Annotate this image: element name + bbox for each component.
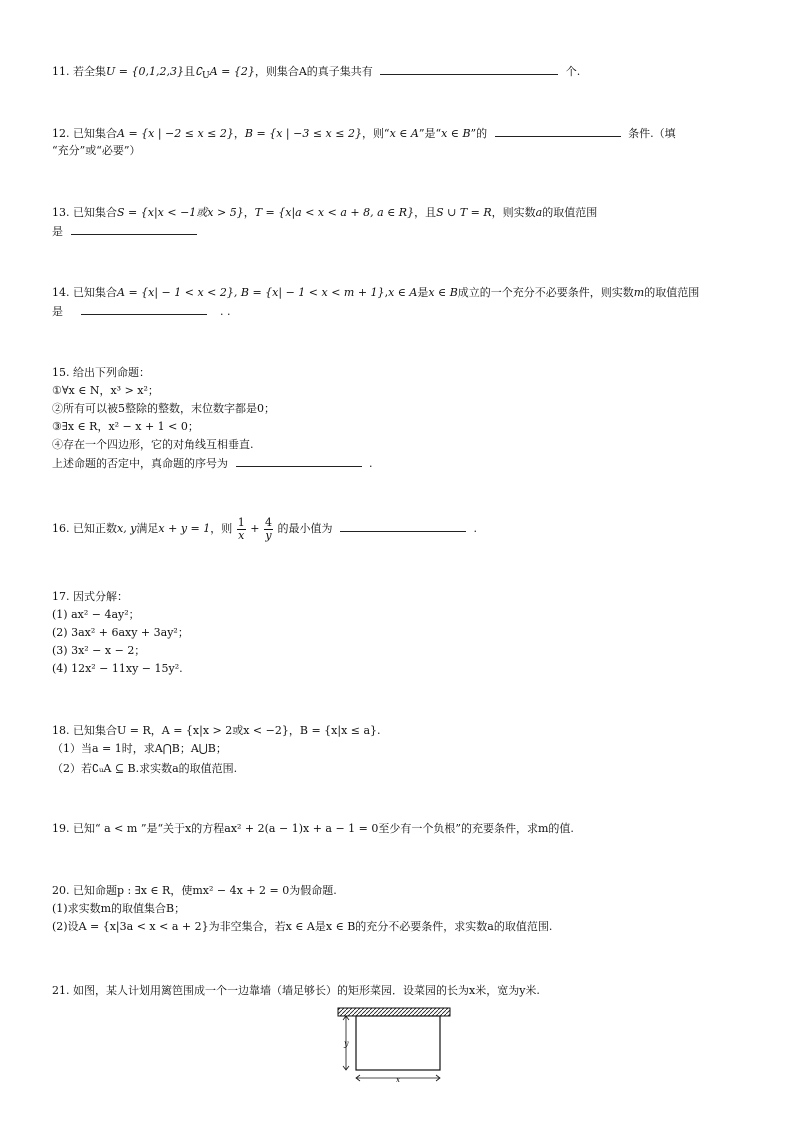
q13-math: a — [535, 206, 543, 219]
q17-intro: 因式分解： — [73, 590, 128, 603]
question-13-line2 — [52, 224, 201, 239]
q16-math: x + y = 1 — [158, 522, 211, 535]
q17-item: (3) 3x² − x − 2； — [52, 644, 146, 657]
q14-text: 成立的一个充分不必要条件，则实数 — [457, 286, 634, 299]
question-12 — [52, 126, 676, 141]
q16-text: 已知正数 — [73, 522, 117, 535]
question-number: 18. — [52, 724, 70, 737]
q11-math: A = {2} — [209, 65, 255, 78]
q11-sub: U — [201, 70, 210, 82]
q14-math: x ∈ A — [388, 286, 418, 299]
question-13 — [52, 206, 597, 220]
answer-blank[interactable] — [81, 304, 207, 315]
plus-sign: + — [250, 522, 260, 535]
q13-text: ，则实数 — [491, 206, 536, 219]
q14-text: 的取值范围 — [644, 286, 700, 299]
denominator: x — [238, 528, 245, 542]
question-number: 17. — [52, 590, 70, 603]
answer-blank[interactable] — [380, 64, 558, 75]
denominator: y — [265, 528, 272, 542]
q21-text: 如图，某人计划用篱笆围成一个一边靠墙（墙足够长）的矩形菜园．设菜园的长为x米，宽为y米. — [73, 984, 540, 997]
q20-text: 已知命题p : ∃x ∈ R，使mx² − 4x + 2 = 0为假命题. — [73, 884, 337, 897]
x-label: x — [396, 1076, 400, 1084]
fraction — [237, 517, 246, 542]
question-21 — [52, 984, 540, 998]
q15-text: 上述命题的否定中，真命题的序号为 — [52, 457, 228, 470]
q12-text: ，则“ — [361, 127, 390, 140]
q14-math: x ∈ B — [428, 286, 458, 299]
q18-text: 已知集合U = R，A = {x|x > 2或x < −2}，B = {x|x ≤ a}. — [73, 724, 381, 737]
question-18 — [52, 724, 381, 738]
question-15 — [52, 366, 150, 380]
q11-math: U = {0,1,2,3} — [106, 65, 184, 78]
question-number: 13. — [52, 206, 70, 219]
q14-text: 是 — [52, 305, 63, 318]
numerator: 1 — [237, 515, 245, 529]
q12-text: 已知集合 — [73, 127, 117, 140]
q17-item: (2) 3ax² + 6axy + 3ay²； — [52, 626, 189, 639]
q13-text: ，且 — [414, 206, 437, 219]
question-19 — [52, 822, 574, 836]
q13-text: 已知集合 — [73, 206, 117, 219]
q18-part: （2）若∁ᵤA ⊆ B.求实数a的取值范围. — [52, 762, 238, 775]
q13-math: S = {x|x < −1或x > 5} — [117, 206, 244, 219]
question-number: 15. — [52, 366, 70, 379]
q14-text: . . — [220, 305, 231, 318]
q17-item: (4) 12x² − 11xy − 15y². — [52, 662, 183, 675]
y-label: y — [344, 1039, 349, 1048]
fraction — [264, 517, 273, 542]
question-number: 19. — [52, 822, 70, 835]
q15-item: ②所有可以被5整除的整数，末位数字都是0； — [52, 402, 275, 415]
q16-text: . — [473, 522, 477, 535]
q16-text: 满足 — [136, 522, 159, 535]
q16-text: 的最小值为 — [277, 522, 333, 535]
q18-part: （1）当a = 1时，求A⋂B；A⋃B； — [52, 742, 227, 755]
q14-math: m — [633, 286, 645, 299]
q12-text: ”的 — [470, 127, 488, 140]
q12-math: x ∈ B — [441, 127, 471, 140]
q17-item: (1) ax² − 4ay²； — [52, 608, 140, 621]
question-20 — [52, 884, 337, 898]
q16-text: ，则 — [210, 522, 233, 535]
q13-math: T = {x|a < x < a + 8, a ∈ R} — [254, 206, 415, 219]
wall — [338, 1008, 450, 1016]
answer-blank[interactable] — [236, 456, 362, 467]
q12-text: 条件.（填 — [628, 127, 676, 140]
q12-math: B = {x | −3 ≤ x ≤ 2} — [244, 127, 362, 140]
q14-math: A = {x| − 1 < x < 2}, B = {x| − 1 < x < m + 1} — [117, 286, 385, 299]
question-14 — [52, 286, 699, 300]
q14-text: , — [384, 286, 389, 299]
q16-math: x, y — [117, 522, 137, 535]
q20-part: (1)求实数m的取值集合B； — [52, 902, 186, 915]
q13-text: 的取值范围 — [542, 206, 598, 219]
question-number: 16. — [52, 522, 70, 535]
q14-text: 已知集合 — [73, 286, 117, 299]
q13-text: ， — [243, 206, 255, 219]
question-number: 11. — [52, 65, 70, 78]
answer-blank[interactable] — [495, 126, 621, 137]
q15-item: ③∃x ∈ R，x² − x + 1 < 0； — [52, 420, 199, 433]
question-number: 12. — [52, 127, 70, 140]
question-17 — [52, 590, 128, 604]
q12-math: A = {x | −2 ≤ x ≤ 2} — [117, 127, 234, 140]
q11-text: 若全集 — [73, 65, 106, 78]
numerator: 4 — [264, 515, 272, 529]
question-14-line2 — [52, 304, 231, 319]
garden-diagram — [330, 1006, 460, 1086]
question-12-line2: “充分”或“必要”） — [52, 144, 141, 157]
q12-text: ”是“ — [418, 127, 442, 140]
answer-blank[interactable] — [71, 224, 197, 235]
q19-text: 已知“ a < m ”是“关于x的方程ax² + 2(a − 1)x + a − 1 = 0至少有一个负根”的充要条件，求m的值. — [73, 822, 574, 835]
q15-intro: 给出下列命题： — [73, 366, 150, 379]
question-11 — [52, 64, 580, 83]
q12-math: x ∈ A — [389, 127, 419, 140]
garden-rectangle — [356, 1016, 440, 1070]
q12-text: ， — [233, 127, 245, 140]
q15-ask — [52, 456, 373, 471]
q13-math: S ∪ T = R — [436, 206, 492, 219]
q11-text: ，则集合A的真子集共有 — [254, 65, 373, 78]
question-number: 20. — [52, 884, 70, 897]
question-number: 14. — [52, 286, 70, 299]
q14-text: 是 — [417, 286, 429, 299]
q11-text: 个. — [565, 65, 581, 78]
q15-item: ④存在一个四边形，它的对角线互相垂直. — [52, 438, 254, 451]
question-number: 21. — [52, 984, 70, 997]
question-16 — [52, 514, 477, 544]
q15-text: . — [369, 457, 373, 470]
answer-blank[interactable] — [340, 521, 466, 532]
q20-part: (2)设A = {x|3a < x < a + 2}为非空集合，若x ∈ A是x ∈ B的充分不必要条件，求实数a的取值范围. — [52, 920, 553, 933]
q15-item: ①∀x ∈ N，x³ > x²； — [52, 384, 159, 397]
q11-text: 且 — [183, 65, 195, 78]
q13-text: 是 — [52, 225, 63, 238]
q11-math: ∁ — [194, 65, 202, 78]
